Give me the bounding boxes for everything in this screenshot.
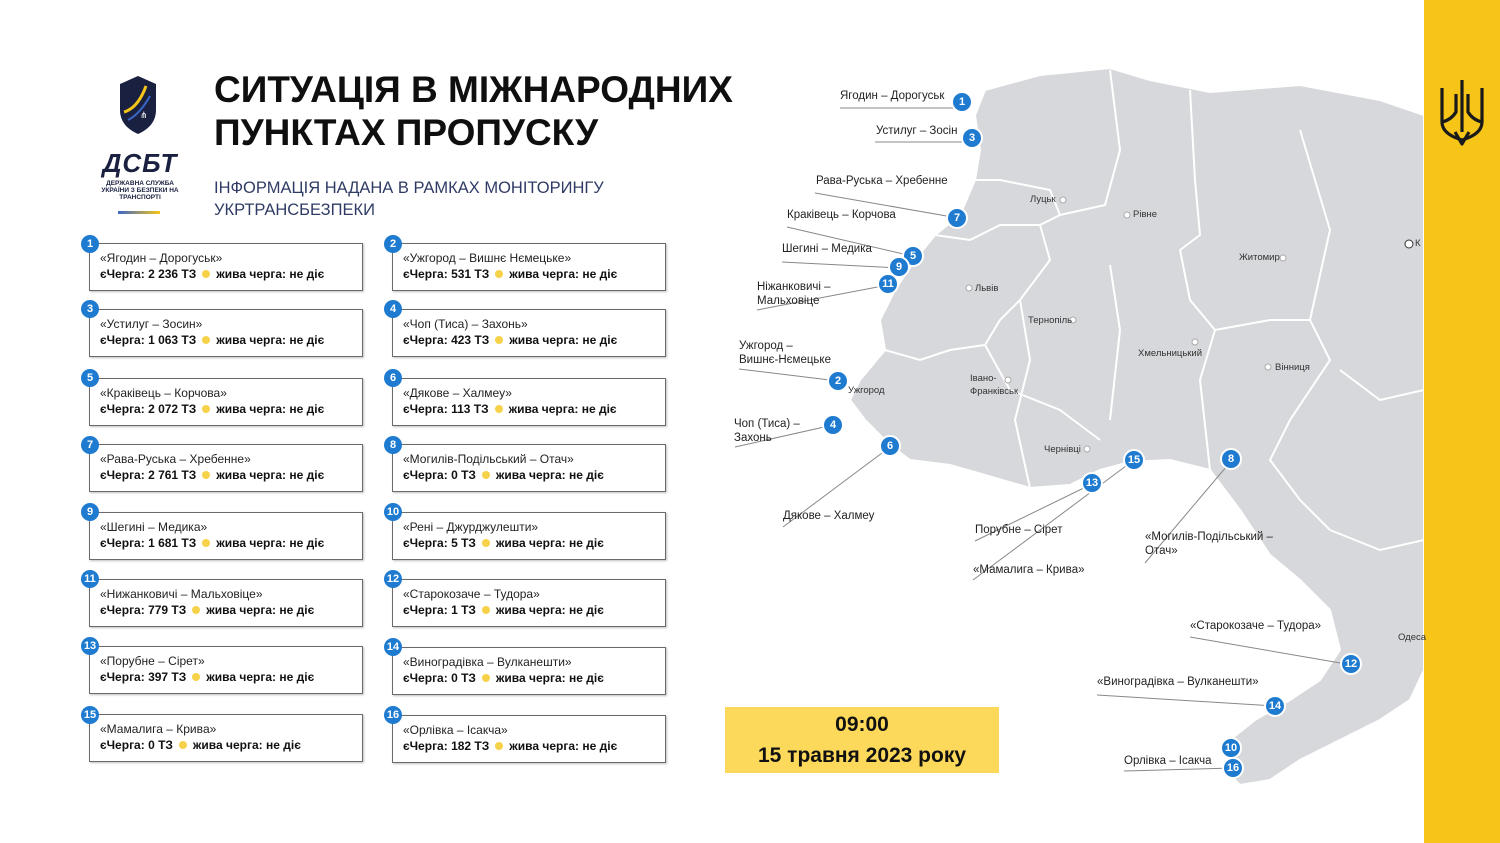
map-label-3: Устилуг – Зосін xyxy=(876,125,958,137)
queue-count: єЧерга: 5 ТЗ xyxy=(403,536,476,550)
page-title xyxy=(214,68,774,154)
checkpoint-name: «Рава-Руська – Хребенне» xyxy=(100,452,251,466)
svg-text:⋔: ⋔ xyxy=(140,111,148,121)
city-uzhhorod: Ужгород xyxy=(848,385,885,396)
queue-count: єЧерга: 0 ТЗ xyxy=(403,468,476,482)
city-ivano-frankivsk-2: Франківськ xyxy=(970,386,1019,397)
queue-line xyxy=(100,468,324,482)
map-marker-13[interactable]: 13 xyxy=(1081,472,1103,494)
report-time: 09:00 xyxy=(835,713,889,736)
checkpoint-name: «Рені – Джурджулешти» xyxy=(403,520,539,534)
queue-line xyxy=(403,739,617,753)
map-label-6: Дякове – Халмеу xyxy=(783,510,875,522)
queue-line xyxy=(403,603,604,617)
status-dot-icon xyxy=(202,539,210,547)
status-dot-icon xyxy=(482,539,490,547)
map-label-11b: Мальховіце xyxy=(757,295,820,307)
checkpoint-card-16 xyxy=(392,715,666,763)
card-number-badge: 15 xyxy=(81,706,99,724)
map-marker-10[interactable]: 10 xyxy=(1220,737,1242,759)
checkpoint-card-3 xyxy=(89,309,363,357)
queue-line xyxy=(100,738,301,752)
status-dot-icon xyxy=(202,336,210,344)
card-number-badge: 7 xyxy=(81,436,99,454)
status-dot-icon xyxy=(179,741,187,749)
map-marker-15[interactable]: 15 xyxy=(1123,449,1145,471)
checkpoint-card-5 xyxy=(89,378,363,426)
report-date: 15 травня 2023 року xyxy=(757,744,967,767)
checkpoint-name: «Орлівка – Ісакча» xyxy=(403,723,508,737)
queue-count: єЧерга: 2 072 ТЗ xyxy=(100,402,197,416)
checkpoint-name: «Шегині – Медика» xyxy=(100,520,208,534)
card-number-badge: 11 xyxy=(81,570,99,588)
checkpoint-name: «Мамалига – Кривa» xyxy=(100,722,217,736)
live-queue-status: жива черга: не діє xyxy=(509,267,618,281)
checkpoint-card-13 xyxy=(89,646,363,694)
checkpoint-card-15 xyxy=(89,714,363,762)
checkpoint-card-9 xyxy=(89,512,363,560)
status-dot-icon xyxy=(482,674,490,682)
map-marker-8[interactable]: 8 xyxy=(1220,448,1242,470)
status-dot-icon xyxy=(495,336,503,344)
city-rivne: Рівне xyxy=(1133,209,1158,220)
card-number-badge: 4 xyxy=(384,300,402,318)
checkpoint-name: «Краківець – Корчова» xyxy=(100,386,227,400)
queue-line xyxy=(100,536,324,550)
live-queue-status: жива черга: не діє xyxy=(216,402,325,416)
queue-count: єЧерга: 113 ТЗ xyxy=(403,402,489,416)
logo-abbreviation: ДСБТ xyxy=(102,148,178,178)
queue-count: єЧерга: 1 063 ТЗ xyxy=(100,333,197,347)
queue-count: єЧерга: 182 ТЗ xyxy=(403,739,490,753)
subtitle-line-2: УКРТРАНСБЕЗПЕКИ xyxy=(214,201,375,219)
card-number-badge: 13 xyxy=(81,637,99,655)
status-dot-icon xyxy=(495,742,503,750)
city-ternopil: Тернопіль xyxy=(1028,315,1073,326)
queue-count: єЧерга: 423 ТЗ xyxy=(403,333,490,347)
status-dot-icon xyxy=(192,606,200,614)
queue-line xyxy=(403,333,617,347)
queue-line xyxy=(100,603,314,617)
checkpoint-name: «Ужгород – Вишнє Нємецьке» xyxy=(403,251,572,265)
map-label-14: «Виноградівка – Вулканешти» xyxy=(1097,676,1259,688)
queue-line xyxy=(100,670,314,684)
status-dot-icon xyxy=(202,270,210,278)
checkpoint-card-7 xyxy=(89,444,363,492)
status-dot-icon xyxy=(482,471,490,479)
status-dot-icon xyxy=(495,270,503,278)
map-label-5: Краківець – Корчова xyxy=(787,209,896,221)
checkpoint-name: «Могилів-Подільський – Отач» xyxy=(403,452,574,466)
queue-line xyxy=(403,536,604,550)
map-label-8a: «Могилів-Подільський – xyxy=(1145,531,1273,543)
page-subtitle xyxy=(214,177,644,221)
queue-line xyxy=(100,267,324,281)
map-marker-2[interactable]: 2 xyxy=(827,370,849,392)
live-queue-status: жива черга: не діє xyxy=(495,468,604,482)
city-odesa: Одеса xyxy=(1398,632,1427,643)
status-dot-icon xyxy=(495,405,503,413)
card-number-badge: 10 xyxy=(384,503,402,521)
logo-full-name: ДЕРЖАВНА СЛУЖБА УКРАЇНИ З БЕЗПЕКИ НА ТРАНСПОРТІ xyxy=(101,180,179,201)
city-kyiv: К xyxy=(1415,238,1421,249)
queue-count: єЧерга: 2 761 ТЗ xyxy=(100,468,197,482)
city-vinnytsia: Вінниця xyxy=(1275,362,1310,373)
live-queue-status: жива черга: не діє xyxy=(509,333,618,347)
map-marker-3[interactable]: 3 xyxy=(961,127,983,149)
map-marker-12[interactable]: 12 xyxy=(1340,653,1362,675)
map-label-16: Орлівка – Ісакча xyxy=(1124,755,1212,767)
city-zhytomyr: Житомир xyxy=(1239,252,1280,263)
checkpoint-name: «Ягодин – Дорогуськ» xyxy=(100,251,223,265)
queue-line xyxy=(403,671,604,685)
city-ivano-frankivsk-1: Івано- xyxy=(970,373,997,384)
queue-count: єЧерга: 779 ТЗ xyxy=(100,603,187,617)
checkpoint-name: «Старокозаче – Тудора» xyxy=(403,587,540,601)
card-number-badge: 9 xyxy=(81,503,99,521)
live-queue-status: жива черга: не діє xyxy=(206,670,315,684)
queue-count: єЧерга: 1 681 ТЗ xyxy=(100,536,197,550)
map-marker-11[interactable]: 11 xyxy=(877,273,899,295)
card-number-badge: 5 xyxy=(81,369,99,387)
status-dot-icon xyxy=(202,405,210,413)
card-number-badge: 14 xyxy=(384,638,402,656)
checkpoint-name: «Нижанковичі – Мальховіце» xyxy=(100,587,263,601)
map-label-4b: Захонь xyxy=(734,432,772,444)
map-label-1: Ягодин – Дорогуськ xyxy=(840,90,945,102)
live-queue-status: жива черга: не діє xyxy=(508,402,617,416)
map-marker-1[interactable]: 1 xyxy=(951,91,973,113)
checkpoint-name: «Чоп (Тиса) – Захонь» xyxy=(403,317,528,331)
map-marker-14[interactable]: 14 xyxy=(1264,695,1286,717)
live-queue-status: жива черга: не діє xyxy=(192,738,301,752)
checkpoint-name: «Дякове – Халмеу» xyxy=(403,386,512,400)
live-queue-status: жива черга: не діє xyxy=(216,267,325,281)
logo-underline xyxy=(118,211,160,214)
status-dot-icon xyxy=(192,673,200,681)
status-dot-icon xyxy=(482,606,490,614)
map-marker-9[interactable]: 9 xyxy=(888,256,910,278)
subtitle-line-1: ІНФОРМАЦІЯ НАДАНА В РАМКАХ МОНІТОРИНГУ xyxy=(214,179,604,197)
ukraine-map xyxy=(700,40,1427,820)
card-number-badge: 16 xyxy=(384,706,402,724)
checkpoint-card-4 xyxy=(392,309,666,357)
checkpoint-card-1 xyxy=(89,243,363,291)
checkpoint-card-14 xyxy=(392,647,666,695)
queue-count: єЧерга: 397 ТЗ xyxy=(100,670,187,684)
checkpoint-card-2 xyxy=(392,243,666,291)
map-label-2a: Ужгород – xyxy=(739,340,793,352)
map-marker-5[interactable]: 5 xyxy=(902,245,924,267)
city-lviv: Львів xyxy=(975,283,999,294)
live-queue-status: жива черга: не діє xyxy=(495,671,604,685)
checkpoint-card-6 xyxy=(392,378,666,426)
queue-line xyxy=(403,402,617,416)
live-queue-status: жива черга: не діє xyxy=(216,536,325,550)
checkpoint-card-11 xyxy=(89,579,363,627)
map-label-4a: Чоп (Тиса) – xyxy=(734,418,800,430)
card-number-badge: 3 xyxy=(81,300,99,318)
map-label-8b: Отач» xyxy=(1145,545,1178,557)
checkpoint-name: «Устилуг – Зосин» xyxy=(100,317,203,331)
checkpoint-card-8 xyxy=(392,444,666,492)
queue-count: єЧерга: 2 236 ТЗ xyxy=(100,267,197,281)
dsbt-logo-shield-icon xyxy=(116,74,160,136)
card-number-badge: 2 xyxy=(384,235,402,253)
city-lutsk: Луцьк xyxy=(1030,194,1056,205)
city-chernivtsi: Чернівці xyxy=(1044,444,1081,455)
map-label-7: Рава-Руська – Хребенне xyxy=(816,175,948,187)
queue-count: єЧерга: 531 ТЗ xyxy=(403,267,490,281)
card-number-badge: 6 xyxy=(384,369,402,387)
map-marker-4[interactable]: 4 xyxy=(822,414,844,436)
city-khmelnytskyi: Хмельницький xyxy=(1138,348,1203,359)
map-marker-6[interactable]: 6 xyxy=(879,435,901,457)
card-number-badge: 12 xyxy=(384,570,402,588)
map-label-9: Шегині – Медика xyxy=(782,243,872,255)
queue-line xyxy=(100,333,324,347)
map-label-2b: Вишнє-Нємецьке xyxy=(739,354,831,366)
queue-line xyxy=(403,468,604,482)
checkpoint-card-10 xyxy=(392,512,666,560)
live-queue-status: жива черга: не діє xyxy=(495,536,604,550)
checkpoint-card-12 xyxy=(392,579,666,627)
live-queue-status: жива черга: не діє xyxy=(216,333,325,347)
checkpoint-name: «Порубне – Сірет» xyxy=(100,654,205,668)
trident-icon xyxy=(1437,76,1487,148)
queue-count: єЧерга: 1 ТЗ xyxy=(403,603,476,617)
map-label-11a: Ніжанковичі – xyxy=(757,281,831,293)
checkpoint-name: «Виноградівка – Вулканешти» xyxy=(403,655,572,669)
queue-line xyxy=(100,402,324,416)
queue-count: єЧерга: 0 ТЗ xyxy=(100,738,173,752)
map-label-13: Порубне – Сірет xyxy=(975,524,1063,536)
live-queue-status: жива черга: не діє xyxy=(509,739,618,753)
title-line-2: ПУНКТАХ ПРОПУСКУ xyxy=(214,112,599,153)
card-number-badge: 8 xyxy=(384,436,402,454)
map-label-12: «Старокозаче – Тудора» xyxy=(1190,620,1322,632)
card-number-badge: 1 xyxy=(81,235,99,253)
status-dot-icon xyxy=(202,471,210,479)
queue-line xyxy=(403,267,617,281)
queue-count: єЧерга: 0 ТЗ xyxy=(403,671,476,685)
live-queue-status: жива черга: не діє xyxy=(495,603,604,617)
map-marker-16[interactable]: 16 xyxy=(1222,757,1244,779)
map-label-15: «Мамалига – Кривa» xyxy=(973,564,1085,576)
live-queue-status: жива черга: не діє xyxy=(206,603,315,617)
map-marker-7[interactable]: 7 xyxy=(946,207,968,229)
live-queue-status: жива черга: не діє xyxy=(216,468,325,482)
title-line-1: СИТУАЦІЯ В МІЖНАРОДНИХ xyxy=(214,69,733,110)
